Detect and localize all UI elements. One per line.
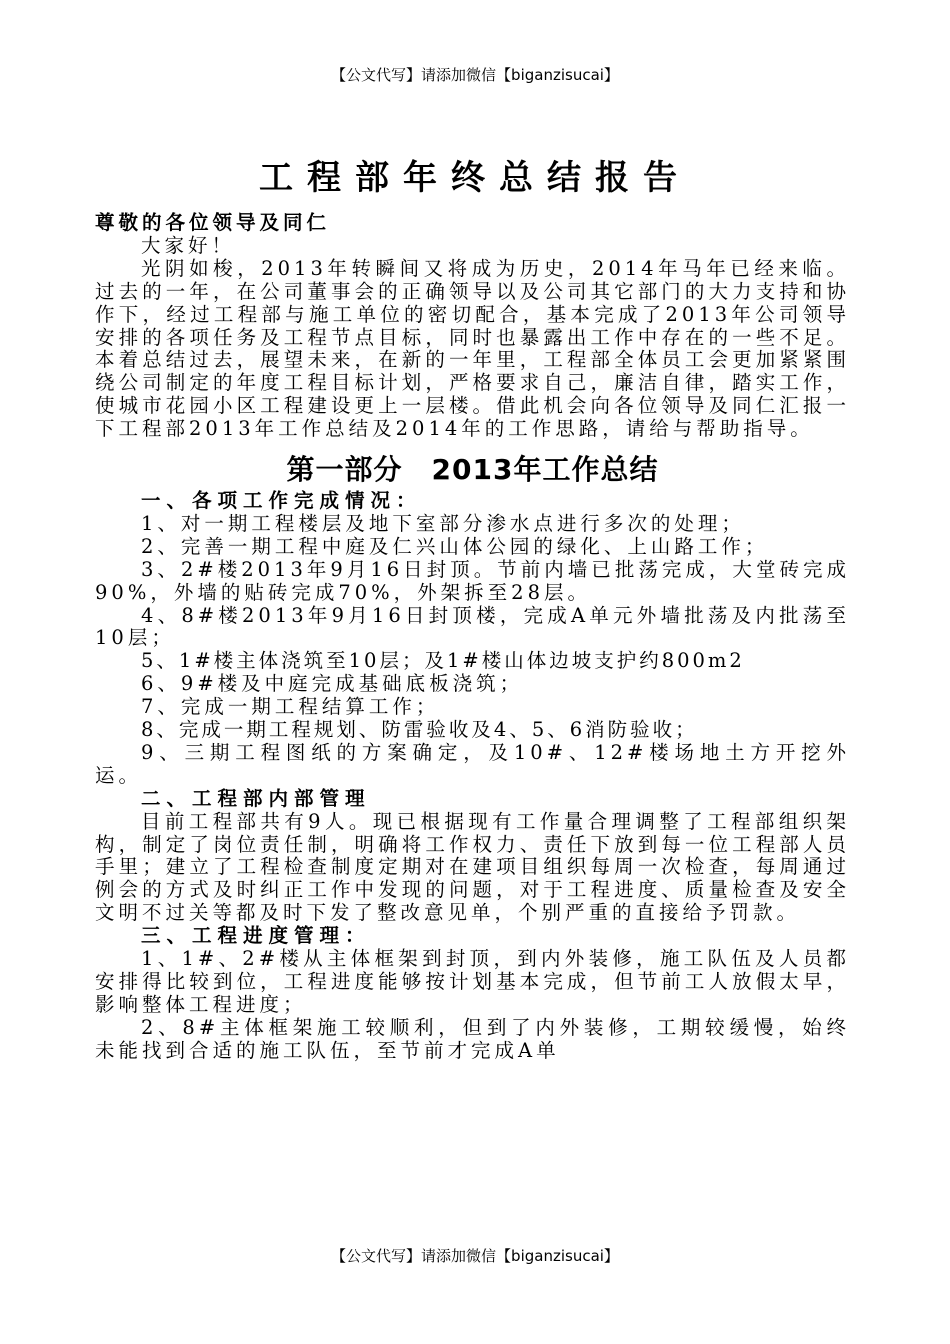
salutation: 尊敬的各位领导及同仁 bbox=[95, 211, 331, 234]
list-item: 5、1#楼主体浇筑至10层；及1#楼山体边坡支护约800m2 bbox=[141, 649, 745, 673]
list-item: 7、完成一期工程结算工作； bbox=[141, 695, 440, 719]
list-item: 6、9#楼及中庭完成基础底板浇筑； bbox=[141, 672, 524, 696]
paragraph: 目前工程部共有9人。现已根据现有工作量合理调整了工程部组织架构，制定了岗位责任制，明确将工作权力、责任下放到每一位工程部人员手里；建立了工程检查制度定期对在建项目组织每周一次检查，每周通过例会的方式及时纠正工作中发现的问题，对于工程进度、质量检查及安全文明不过关等都及时下发了整改意见单，个别严重的直接给予罚款。 bbox=[95, 809, 850, 925]
section-heading: 二、工程部内部管理 bbox=[141, 786, 371, 810]
document-body bbox=[95, 212, 850, 1063]
section-heading: 一、各项工作完成情况： bbox=[141, 488, 422, 512]
intro-paragraph: 光阴如梭，2013年转瞬间又将成为历史，2014年马年已经来临。过去的一年，在公司董事会的正确领导以及公司其它部门的大力支持和协作下，经过工程部与施工单位的密切配合，基本完成了2013年公司领导安排的各项任务及工程节点目标，同时也暴露出工作中存在的一些不足。本着总结过去，展望未来，在新的一年里，工程部全体员工会更加紧紧围绕公司制定的年度工程目标计划，严格要求自己，廉洁自律，踏实工作，使城市花园小区工程建设更上一层楼。借此机会向各位领导及同仁汇报一下工程部2013年工作总结及2014年的工作思路，请给与帮助指导。 bbox=[95, 256, 850, 441]
list-item: 2、8#主体框架施工较顺利，但到了内外装修，工期较缓慢，始终未能找到合适的施工队伍，至节前才完成A单 bbox=[95, 1015, 850, 1062]
list-item: 4、8#楼2013年9月16日封顶楼，完成A单元外墙批荡及内批荡至10层； bbox=[95, 603, 850, 650]
section-heading: 三、工程进度管理： bbox=[141, 924, 371, 948]
list-item: 3、2#楼2013年9月16日封顶。节前内墙已批荡完成，大堂砖完成90%，外墙的贴砖完成70%，外架拆至28层。 bbox=[95, 557, 850, 604]
list-item: 9、三期工程图纸的方案确定，及10#、12#楼场地土方开挖外运。 bbox=[95, 740, 850, 787]
page-header: 【公文代写】请添加微信【biganzisucai】 bbox=[331, 66, 619, 84]
list-item: 2、完善一期工程中庭及仁兴山体公园的绿化、上山路工作； bbox=[141, 534, 769, 558]
greeting: 大家好！ bbox=[141, 233, 236, 257]
part-one-heading: 第一部分 2013年工作总结 bbox=[286, 453, 659, 487]
list-item: 1、对一期工程楼层及地下室部分渗水点进行多次的处理； bbox=[141, 511, 745, 535]
document-title: 工程部年终总结报告 bbox=[259, 158, 691, 198]
list-item: 8、完成一期工程规划、防雷验收及4、5、6消防验收； bbox=[141, 718, 698, 742]
page-footer: 【公文代写】请添加微信【biganzisucai】 bbox=[331, 1247, 619, 1265]
list-item: 1、1#、2#楼从主体框架到封顶，到内外装修，施工队伍及人员都安排得比较到位，工程进度能够按计划基本完成，但节前工人放假太早，影响整体工程进度； bbox=[95, 947, 850, 1016]
